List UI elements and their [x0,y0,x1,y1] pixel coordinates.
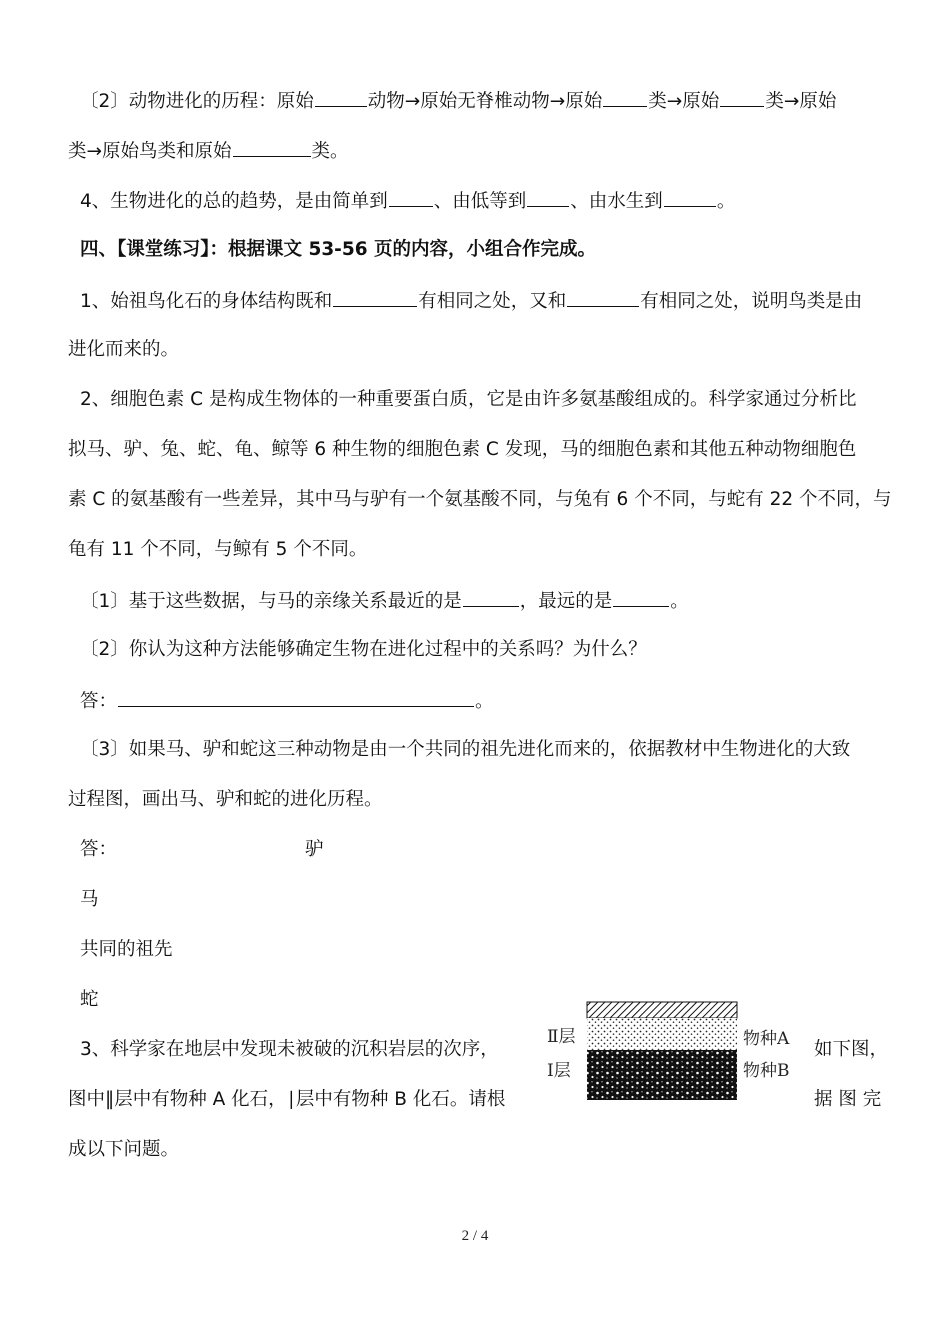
strata-diagram [585,1000,740,1104]
layer-ii-label: Ⅱ层 [547,1027,576,1047]
ex3-line2-right: 据 图 完 [814,1089,882,1110]
layer-i [587,1050,737,1100]
answer-blank[interactable] [233,138,311,157]
ex2-sub3-line1: 〔3〕如果马、驴和蛇这三种动物是由一个共同的祖先进化而来的，依据教材中生物进化的大致 [80,739,851,760]
ex3-line3: 成以下问题。 [68,1139,180,1160]
tree-ancestor: 共同的祖先 [80,939,173,960]
q4-line: 4、生物进化的总的趋势，是由简单到 、由低等到 、由水生到 。 [80,188,735,214]
ex3-line2: 图中‖层中有物种 A 化石，∣层中有物种 B 化石。请根 [68,1089,506,1110]
ex3-line1: 3、科学家在地层中发现未被破的沉积岩层的次序， [80,1039,499,1060]
ex3-line1-right: 如下图， [814,1039,889,1060]
answer-blank[interactable] [527,188,569,207]
species-a-label: 物种A [743,1029,790,1049]
rock-strata-figure [545,1000,805,1110]
ex2-line4: 龟有 11 个不同，与鲸有 5 个不同。 [68,539,368,560]
answer-blank[interactable] [567,288,639,307]
q3-2-line1: 〔2〕动物进化的历程：原始 动物→原始无脊椎动物→原始 类→原始 类→原始 [80,88,836,114]
layer-ii [587,1018,737,1046]
answer-blank[interactable] [463,588,519,607]
answer-blank[interactable] [720,88,764,107]
ex2-line2: 拟马、驴、兔、蛇、龟、鲸等 6 种生物的细胞色素 C 发现，马的细胞色素和其他五种动物细胞色 [68,439,857,460]
tree-horse: 马 [80,889,99,910]
answer-blank[interactable] [333,288,417,307]
species-b-label: 物种B [743,1061,790,1081]
q3-2-line2: 类→原始鸟类和原始 类。 [68,138,349,164]
tree-snake: 蛇 [80,989,99,1010]
answer-blank[interactable] [118,688,474,707]
section-heading: 四、【课堂练习】：根据课文 53-56 页的内容，小组合作完成。 [80,239,597,260]
ex2-answer: 答： 。 [80,688,494,714]
ex2-sub1: 〔1〕基于这些数据，与马的亲缘关系最近的是 ，最远的是 。 [80,588,689,614]
ex2-line3: 素 C 的氨基酸有一些差异，其中马与驴有一个氨基酸不同，与兔有 6 个不同，与蛇有 22 个不同，与 [68,489,892,510]
tree-answer-label: 答： [80,839,118,860]
answer-blank[interactable] [315,88,367,107]
answer-blank[interactable] [603,88,647,107]
top-layer [587,1002,737,1018]
answer-blank[interactable] [389,188,433,207]
page-number: 2 / 4 [461,1228,489,1244]
ex1-line2: 进化而来的。 [68,339,180,360]
layer-i-label: Ⅰ层 [547,1061,571,1081]
ex2-sub3-line2: 过程图，画出马、驴和蛇的进化历程。 [68,789,383,810]
ex2-line1: 2、细胞色素 C 是构成生物体的一种重要蛋白质，它是由许多氨基酸组成的。科学家通过分析比 [80,389,857,410]
answer-blank[interactable] [613,588,669,607]
ex1-line1: 1、始祖鸟化石的身体结构既和 有相同之处，又和 有相同之处，说明鸟类是由 [80,288,862,314]
answer-blank[interactable] [664,188,716,207]
ex2-sub2: 〔2〕你认为这种方法能够确定生物在进化过程中的关系吗？为什么？ [80,639,647,660]
tree-donkey: 驴 [305,839,324,860]
